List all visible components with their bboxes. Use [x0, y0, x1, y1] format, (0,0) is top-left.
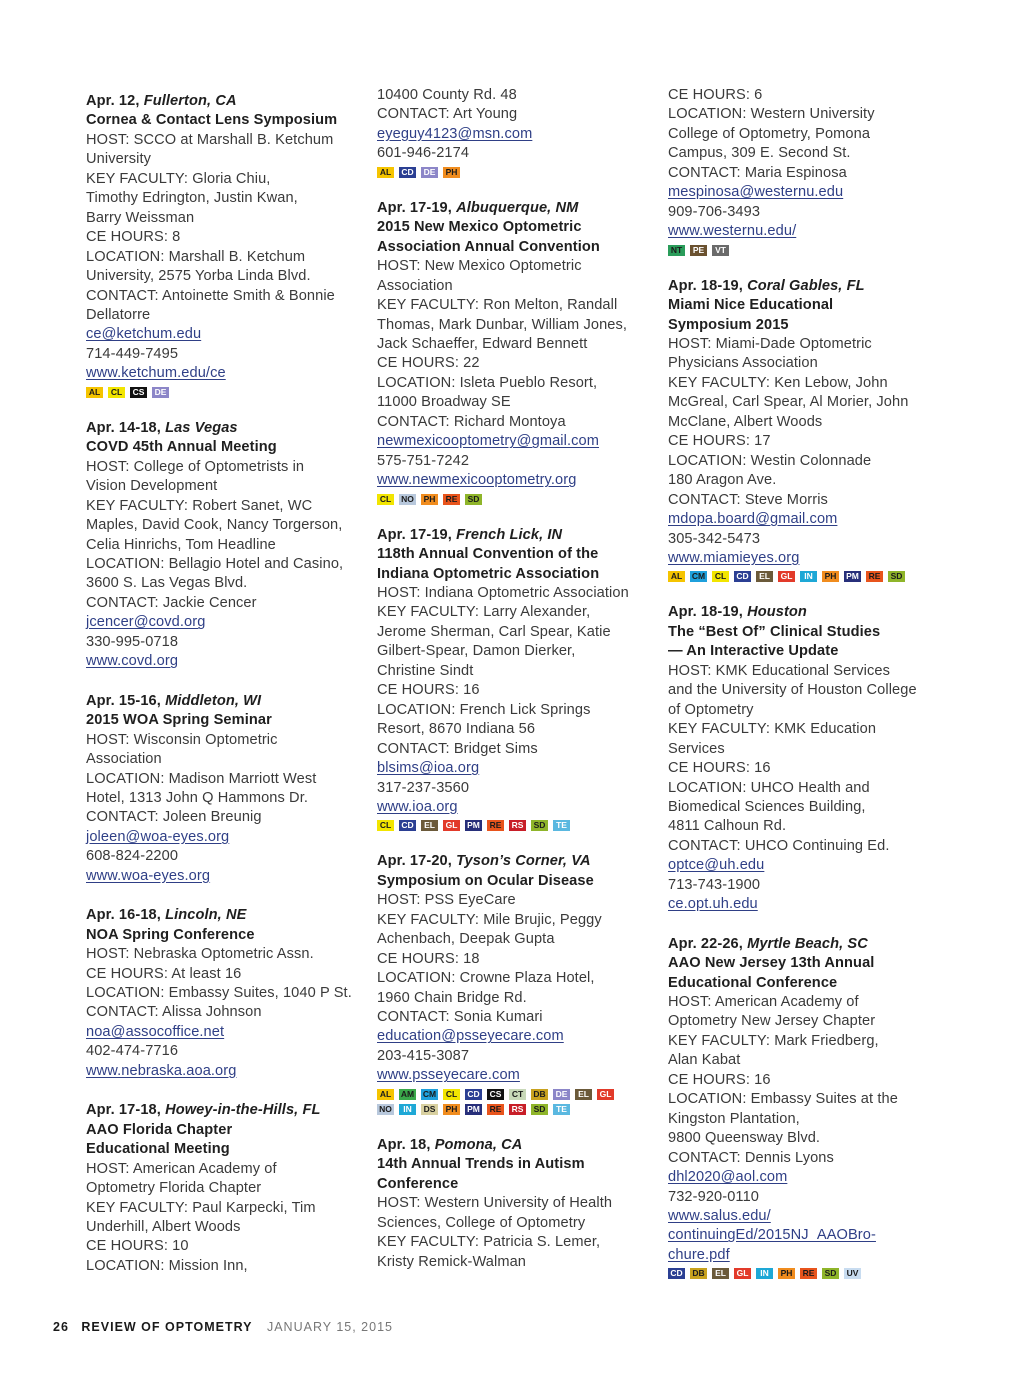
course-category-badges [377, 1089, 649, 1101]
event-detail: 3600 S. Las Vegas Blvd. [86, 575, 248, 592]
category-badge: DE [553, 1089, 570, 1100]
category-badge: AM [400, 1088, 415, 1099]
category-badge: AL [377, 167, 394, 178]
contact-phone: 732-920-0110 [668, 1188, 759, 1205]
page-footer [53, 1320, 393, 1334]
event-location-city: Lincoln, NE [165, 907, 247, 924]
event-detail: KEY FACULTY: Larry Alexander, [377, 604, 591, 621]
contact-phone: 909-706-3493 [668, 203, 761, 220]
event-listing [0, 88, 1024, 1298]
event-detail: University [86, 151, 152, 168]
event-detail: KEY FACULTY: KMK Education [668, 721, 877, 738]
event-date: Apr. 22-26, [668, 935, 743, 952]
category-badge: UV [844, 1268, 861, 1279]
event-date-line [86, 419, 358, 438]
event-date-line [86, 906, 358, 925]
event-detail: 1960 Chain Bridge Rd. [377, 989, 527, 1006]
event-location-city: Albuquerque, NM [456, 199, 579, 216]
event-date: Apr. 17-19, [377, 199, 452, 216]
contact-email-link[interactable]: dhl2020@aol.com [668, 1169, 788, 1186]
event-title: Educational Conference [668, 974, 838, 991]
contact-phone: 714-449-7495 [86, 345, 179, 362]
event-date-line [377, 1136, 649, 1155]
category-badge: AL [86, 387, 103, 398]
category-badge: CD [668, 1268, 685, 1279]
category-badge: GL [734, 1268, 751, 1279]
website-link[interactable]: www.woa-eyes.org [86, 867, 211, 884]
event-detail: 4811 Calhoun Rd. [668, 818, 787, 835]
contact-phone: 402-474-7716 [86, 1043, 179, 1060]
event-detail: CONTACT: Sonia Kumari [377, 1009, 543, 1026]
category-badge: PE [690, 245, 707, 256]
event-detail: Association [377, 277, 453, 294]
event-listing-item [86, 692, 358, 887]
event-detail: KEY FACULTY: Mark Friedberg, [668, 1032, 879, 1049]
category-badge: SD [531, 820, 548, 831]
event-detail: Underhill, Albert Woods [86, 1219, 241, 1236]
contact-email-link[interactable]: jcencer@covd.org [86, 614, 206, 631]
category-badge: EL [575, 1089, 592, 1100]
event-detail: Biomedical Sciences Building, [668, 798, 866, 815]
event-detail: CE HOURS: 8 [86, 229, 181, 246]
event-title: Conference [377, 1175, 459, 1192]
course-category-badges [86, 387, 358, 399]
event-detail: CONTACT: UHCO Continuing Ed. [668, 837, 890, 854]
contact-phone: 575-751-7242 [377, 452, 470, 469]
contact-phone: 713-743-1900 [668, 876, 761, 893]
event-listing-item [377, 199, 649, 506]
event-title: Indiana Optometric Association [377, 565, 600, 582]
event-detail: HOST: KMK Educational Services [668, 662, 890, 679]
contact-email-link[interactable]: ce@ketchum.edu [86, 326, 202, 343]
event-title: Symposium 2015 [668, 316, 789, 333]
event-detail: Timothy Edrington, Justin Kwan, [86, 190, 298, 207]
event-detail: LOCATION: Embassy Suites, 1040 P St. [86, 985, 352, 1002]
category-badge: EL [421, 820, 438, 831]
category-badge: GL [443, 820, 460, 831]
website-link[interactable]: ce.opt.uh.edu [668, 896, 758, 913]
event-detail: HOST: Wisconsin Optometric [86, 731, 278, 748]
category-badge: AL [668, 571, 685, 582]
course-category-badges [377, 494, 649, 506]
category-badge: AL [377, 1089, 394, 1100]
category-badge: RE [487, 820, 504, 831]
event-detail: McGreal, Carl Spear, Al Morier, John [668, 394, 909, 411]
course-category-badges [377, 167, 649, 179]
event-detail: CONTACT: Maria Espinosa [668, 164, 847, 181]
category-badge: CL [443, 1089, 460, 1100]
event-listing-item [377, 86, 649, 179]
category-badge: CM [691, 571, 706, 582]
category-badge: CM [422, 1088, 437, 1099]
category-badge: CT [509, 1089, 526, 1100]
event-title: 2015 WOA Spring Seminar [86, 712, 272, 729]
event-location-city: Tyson’s Corner, VA [456, 853, 591, 870]
event-title: Miami Nice Educational [668, 297, 834, 314]
category-badge: DE [421, 167, 438, 178]
event-title: Cornea & Contact Lens Symposium [86, 112, 338, 129]
category-badge: TE [553, 1104, 570, 1115]
category-badge: PH [778, 1268, 795, 1279]
event-date-line [86, 92, 358, 111]
magazine-name: REVIEW OF OPTOMETRY [81, 1320, 253, 1334]
event-detail: Jack Schaeffer, Edward Bennett [377, 335, 588, 352]
event-detail: Services [668, 740, 725, 757]
event-detail: HOST: Indiana Optometric Association [377, 584, 629, 601]
event-detail: Achenbach, Deepak Gupta [377, 931, 555, 948]
event-listing-item [377, 1136, 649, 1272]
website-link[interactable]: www.miamieyes.org [668, 549, 800, 566]
event-detail: HOST: SCCO at Marshall B. Ketchum [86, 131, 334, 148]
event-detail: Kristy Remick-Walman [377, 1253, 527, 1270]
category-badge: DS [421, 1104, 438, 1115]
category-badge: NT [668, 245, 685, 256]
contact-phone: 608-824-2200 [86, 848, 179, 865]
event-detail: of Optometry [668, 701, 754, 718]
event-detail: KEY FACULTY: Paul Karpecki, Tim [86, 1199, 316, 1216]
event-detail: CONTACT: Jackie Cencer [86, 594, 257, 611]
website-link[interactable]: www.nebraska.aoa.org [86, 1062, 237, 1079]
event-date-line [377, 526, 649, 545]
event-date: Apr. 17-19, [377, 526, 452, 543]
website-link[interactable]: www.ioa.org [377, 798, 458, 815]
event-title: Association Annual Convention [377, 238, 600, 255]
event-detail: 11000 Broadway SE [377, 394, 511, 411]
category-badge: CL [377, 820, 394, 831]
event-detail: Resort, 8670 Indiana 56 [377, 721, 536, 738]
contact-email-link[interactable]: newmexicooptometry@gmail.com [377, 433, 599, 450]
event-listing-item [668, 277, 940, 584]
category-badge: RE [487, 1104, 504, 1115]
event-detail: College of Optometry, Pomona [668, 125, 871, 142]
event-detail: Vision Development [86, 478, 218, 495]
event-detail: CONTACT: Dennis Lyons [668, 1149, 834, 1166]
category-badge: IN [756, 1268, 773, 1279]
event-detail: KEY FACULTY: Ken Lebow, John [668, 374, 888, 391]
event-detail: Optometry New Jersey Chapter [668, 1013, 876, 1030]
event-location-city: Las Vegas [165, 419, 238, 436]
category-badge: CL [377, 494, 394, 505]
event-title: 118th Annual Convention of the [377, 546, 599, 563]
event-title: The “Best Of” Clinical Studies [668, 623, 881, 640]
event-detail: Dellatorre [86, 306, 151, 323]
event-detail: HOST: American Academy of [86, 1160, 277, 1177]
website-link[interactable]: www.ketchum.edu/ce [86, 365, 226, 382]
course-category-badges [668, 571, 940, 583]
event-detail: CONTACT: Art Young [377, 106, 518, 123]
event-detail: KEY FACULTY: Ron Melton, Randall [377, 297, 618, 314]
event-detail: 9800 Queensway Blvd. [668, 1130, 821, 1147]
course-category-badges [668, 245, 940, 257]
category-badge: RE [443, 494, 460, 505]
event-detail: KEY FACULTY: Mile Brujic, Peggy [377, 911, 602, 928]
page-number: 26 [53, 1320, 69, 1334]
event-detail: and the University of Houston College [668, 682, 917, 699]
event-detail: Optometry Florida Chapter [86, 1180, 262, 1197]
event-detail: CE HOURS: 10 [86, 1238, 189, 1255]
category-badge: RE [800, 1268, 817, 1279]
event-detail: Campus, 309 E. Second St. [668, 145, 851, 162]
category-badge: CD [465, 1089, 482, 1100]
website-link[interactable]: www.salus.edu/ [668, 1208, 771, 1225]
event-listing-item [668, 935, 940, 1281]
column-3 [668, 86, 940, 1300]
event-date-line [86, 692, 358, 711]
event-detail: CONTACT: Alissa Johnson [86, 1004, 262, 1021]
event-date-line [668, 603, 940, 622]
event-date: Apr. 18, [377, 1136, 431, 1153]
event-detail: LOCATION: Mission Inn, [86, 1257, 248, 1274]
category-badge: SD [822, 1268, 839, 1279]
event-listing-item [86, 1101, 358, 1276]
event-title: — An Interactive Update [668, 643, 839, 660]
event-date-line [668, 277, 940, 296]
contact-email-link[interactable]: joleen@woa-eyes.org [86, 828, 230, 845]
event-detail: 180 Aragon Ave. [668, 472, 777, 489]
event-detail: KEY FACULTY: Robert Sanet, WC [86, 497, 313, 514]
event-detail: Hotel, 1313 John Q Hammons Dr. [86, 789, 309, 806]
event-detail: HOST: Western University of Health [377, 1195, 613, 1212]
contact-email-link[interactable]: blsims@ioa.org [377, 760, 480, 777]
event-detail: HOST: College of Optometrists in [86, 458, 305, 475]
category-badge: DB [690, 1268, 707, 1279]
event-detail: LOCATION: Bellagio Hotel and Casino, [86, 555, 344, 572]
website-link[interactable]: chure.pdf [668, 1246, 730, 1263]
event-listing-item [668, 603, 940, 914]
category-badge: NO [377, 1104, 394, 1115]
event-title: AAO Florida Chapter [86, 1121, 233, 1138]
event-detail: LOCATION: UHCO Health and [668, 779, 870, 796]
event-detail: Christine Sindt [377, 662, 474, 679]
event-detail: LOCATION: Westin Colonnade [668, 452, 872, 469]
contact-phone: 330-995-0718 [86, 633, 179, 650]
event-detail: Association [86, 751, 162, 768]
event-date: Apr. 18-19, [668, 277, 743, 294]
category-badge: IN [800, 571, 817, 582]
event-detail: LOCATION: Crowne Plaza Hotel, [377, 970, 595, 987]
category-badge: EL [756, 571, 773, 582]
event-detail: KEY FACULTY: Gloria Chiu, [86, 170, 271, 187]
contact-phone: 317-237-3560 [377, 779, 470, 796]
event-title: AAO New Jersey 13th Annual [668, 955, 875, 972]
category-badge: CD [399, 167, 416, 178]
column-2 [377, 86, 649, 1292]
course-category-badges [377, 820, 649, 832]
event-date-line [86, 1101, 358, 1120]
event-location-city: Howey-in-the-Hills, FL [165, 1102, 321, 1119]
category-badge: CL [712, 571, 729, 582]
event-detail: Jerome Sherman, Carl Spear, Katie [377, 623, 611, 640]
category-badge: PH [443, 1104, 460, 1115]
event-date: Apr. 12, [86, 93, 140, 109]
contact-email-link[interactable]: noa@assocoffice.net [86, 1023, 225, 1040]
event-detail: CE HOURS: At least 16 [86, 965, 242, 982]
event-listing-item [86, 92, 358, 399]
event-listing-item [86, 906, 358, 1081]
category-badge: TE [553, 820, 570, 831]
website-link[interactable]: www.newmexicooptometry.org [377, 472, 577, 489]
event-detail: LOCATION: Western University [668, 106, 875, 123]
event-title: Symposium on Ocular Disease [377, 872, 594, 889]
event-detail: CE HOURS: 16 [668, 760, 771, 777]
website-link[interactable]: www.covd.org [86, 653, 179, 670]
website-link[interactable]: www.psseyecare.com [377, 1067, 520, 1084]
contact-phone: 203-415-3087 [377, 1047, 470, 1064]
event-detail: Gilbert-Spear, Damon Dierker, [377, 643, 576, 660]
category-badge: PH [421, 494, 438, 505]
event-detail: CONTACT: Antoinette Smith & Bonnie [86, 287, 335, 304]
category-badge: VT [712, 245, 729, 256]
category-badge: RS [509, 1104, 526, 1115]
event-detail: Physicians Association [668, 355, 818, 372]
event-detail: LOCATION: French Lick Springs [377, 701, 591, 718]
event-detail: CE HOURS: 18 [377, 950, 480, 967]
event-detail: CE HOURS: 22 [377, 355, 480, 372]
event-location-city: Fullerton, CA [143, 93, 237, 109]
category-badge: PM [465, 820, 482, 831]
event-date-line [377, 852, 649, 871]
event-detail: CE HOURS: 6 [668, 87, 763, 103]
category-badge: DE [152, 387, 169, 398]
category-badge: PM [844, 571, 861, 582]
event-detail: HOST: PSS EyeCare [377, 892, 516, 909]
event-detail: LOCATION: Marshall B. Ketchum [86, 248, 306, 265]
event-detail: CE HOURS: 16 [377, 682, 480, 699]
category-badge: PH [822, 571, 839, 582]
category-badge: PH [443, 167, 460, 178]
event-detail: HOST: Nebraska Optometric Assn. [86, 946, 314, 963]
event-detail: University, 2575 Yorba Linda Blvd. [86, 268, 311, 285]
category-badge: SD [465, 494, 482, 505]
event-detail: LOCATION: Embassy Suites at the [668, 1091, 898, 1108]
event-title: Educational Meeting [86, 1141, 230, 1158]
category-badge: PM [465, 1104, 482, 1115]
event-detail: LOCATION: Madison Marriott West [86, 770, 317, 787]
contact-phone: 305-342-5473 [668, 530, 761, 547]
event-date: Apr. 14-18, [86, 419, 161, 436]
event-detail: Sciences, College of Optometry [377, 1214, 586, 1231]
event-listing-item [377, 526, 649, 833]
event-detail: CE HOURS: 16 [668, 1071, 771, 1088]
event-detail: CE HOURS: 17 [668, 433, 771, 450]
event-date-line [668, 935, 940, 954]
event-location-city: Coral Gables, FL [747, 277, 865, 294]
category-badge: GL [778, 571, 795, 582]
website-link[interactable]: www.westernu.edu/ [668, 223, 797, 240]
event-detail: McClane, Albert Woods [668, 413, 823, 430]
event-detail: Maples, David Cook, Nancy Torgerson, [86, 517, 343, 534]
event-detail: LOCATION: Isleta Pueblo Resort, [377, 374, 598, 391]
event-date: Apr. 17-20, [377, 853, 452, 870]
event-detail: Thomas, Mark Dunbar, William Jones, [377, 316, 628, 333]
event-detail: Celia Hinrichs, Tom Headline [86, 536, 276, 553]
column-1 [86, 92, 358, 1296]
event-location-city: Middleton, WI [165, 692, 262, 709]
contact-email-link[interactable]: mdopa.board@gmail.com [668, 511, 838, 528]
contact-email-link[interactable]: education@psseyecare.com [377, 1028, 564, 1045]
event-detail: KEY FACULTY: Patricia S. Lemer, [377, 1234, 601, 1251]
event-detail: Alan Kabat [668, 1052, 741, 1069]
category-badge: CD [734, 571, 751, 582]
course-category-badges [668, 1268, 940, 1280]
event-date: Apr. 17-18, [86, 1102, 161, 1119]
contact-email-link[interactable]: mespinosa@westernu.edu [668, 184, 844, 201]
category-badge: SD [531, 1104, 548, 1115]
event-title: 14th Annual Trends in Autism [377, 1156, 585, 1173]
category-badge: RS [509, 820, 526, 831]
event-detail: CONTACT: Bridget Sims [377, 740, 538, 757]
issue-date: JANUARY 15, 2015 [266, 1320, 393, 1334]
website-link[interactable]: continuingEd/2015NJ_AAOBro- [668, 1227, 876, 1244]
event-detail: HOST: American Academy of [668, 994, 859, 1011]
event-listing-item [377, 852, 649, 1115]
event-detail: CONTACT: Steve Morris [668, 491, 828, 508]
event-location-city: Myrtle Beach, SC [747, 935, 868, 952]
event-date-line [377, 199, 649, 218]
event-detail: 10400 County Rd. 48 [377, 87, 517, 103]
contact-email-link[interactable]: eyeguy4123@msn.com [377, 125, 533, 142]
category-badge: RE [866, 571, 883, 582]
event-date: Apr. 16-18, [86, 907, 161, 924]
event-location-city: French Lick, IN [456, 526, 563, 543]
event-detail: CONTACT: Richard Montoya [377, 413, 566, 430]
event-detail: Kingston Plantation, [668, 1110, 800, 1127]
category-badge: DB [531, 1089, 548, 1100]
event-title: NOA Spring Conference [86, 926, 255, 943]
category-badge: NO [399, 494, 416, 505]
event-location-city: Pomona, CA [434, 1136, 523, 1153]
event-date: Apr. 18-19, [668, 604, 743, 621]
event-listing-item [668, 86, 940, 257]
event-detail: HOST: New Mexico Optometric [377, 258, 582, 275]
event-title: 2015 New Mexico Optometric [377, 219, 582, 236]
category-badge: CS [130, 387, 147, 398]
event-title: COVD 45th Annual Meeting [86, 439, 277, 456]
category-badge: CD [399, 820, 416, 831]
event-detail: CONTACT: Joleen Breunig [86, 809, 262, 826]
contact-phone: 601-946-2174 [377, 145, 470, 162]
category-badge: SD [888, 571, 905, 582]
category-badge: GL [597, 1089, 614, 1100]
event-detail: Barry Weissman [86, 209, 195, 226]
event-listing-item [86, 419, 358, 672]
course-category-badges [377, 1104, 649, 1116]
category-badge: CS [487, 1089, 504, 1100]
category-badge: CL [108, 387, 125, 398]
category-badge: EL [712, 1268, 729, 1279]
event-detail: HOST: Miami-Dade Optometric [668, 335, 872, 352]
category-badge: IN [399, 1104, 416, 1115]
event-location-city: Houston [747, 604, 807, 621]
contact-email-link[interactable]: optce@uh.edu [668, 857, 765, 874]
event-date: Apr. 15-16, [86, 692, 161, 709]
